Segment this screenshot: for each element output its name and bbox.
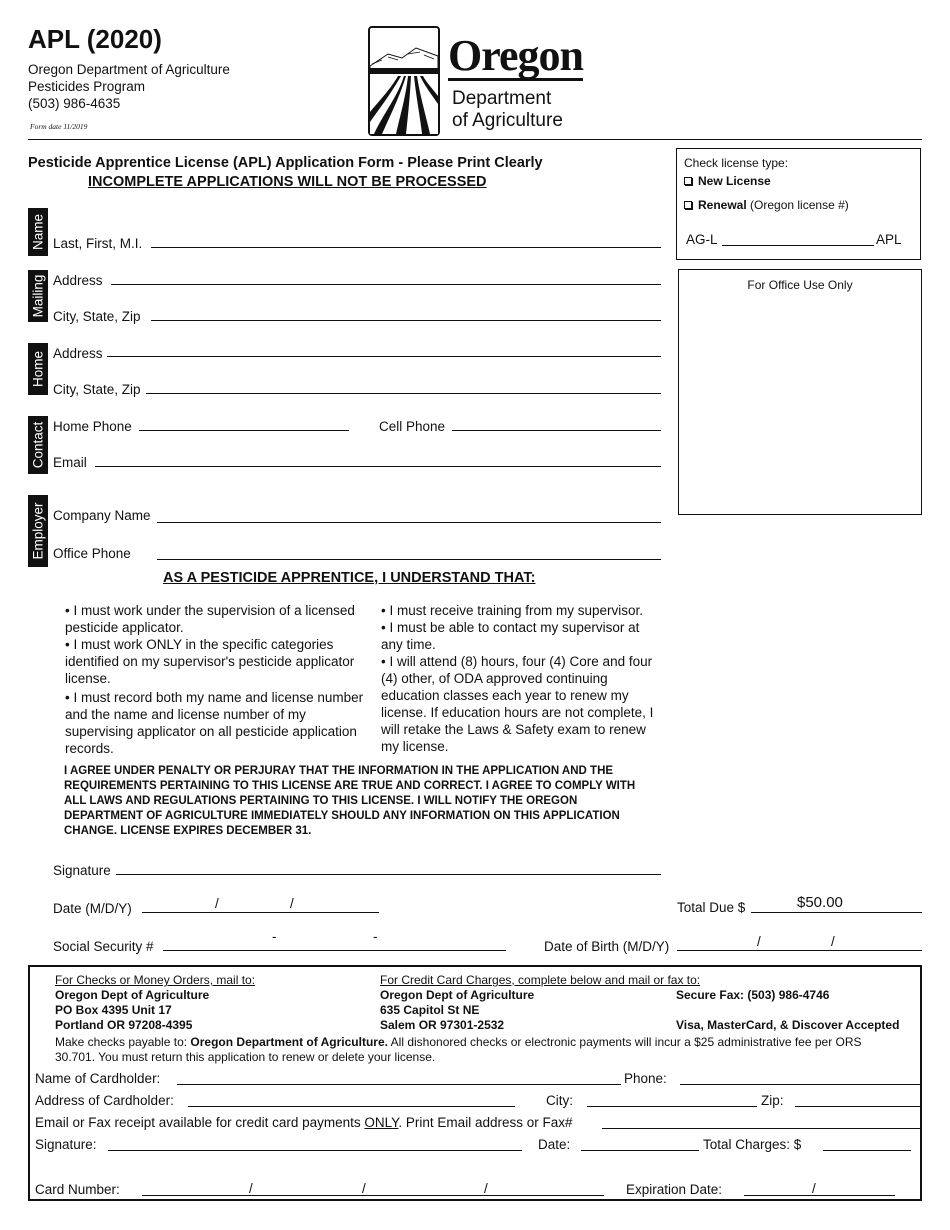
office-phone-label: Office Phone <box>53 546 131 561</box>
section-tab-employer: Employer <box>28 495 48 567</box>
understand-right-item: • I will attend (8) hours, four (4) Core and four (4) other, of ODA approved continuing education classes each year to renew my license. If education hours are not complete, I will retake the Laws & Safety exam to renew my license. <box>381 654 654 754</box>
home-phone-label: Home Phone <box>53 419 132 434</box>
renewal-label: Renewal <box>698 198 747 212</box>
agency-name: Oregon Department of Agriculture <box>28 62 230 77</box>
cc-address-1: Oregon Dept of Agriculture <box>380 988 535 1002</box>
license-type-box <box>676 148 921 260</box>
company-name-field[interactable] <box>157 522 661 523</box>
new-license-option[interactable] <box>684 174 771 188</box>
understand-right-list <box>381 602 661 755</box>
total-due-value: $50.00 <box>797 894 843 911</box>
date-slash: / <box>215 896 219 911</box>
card-number-slash: / <box>362 1181 366 1196</box>
license-type-heading: Check license type: <box>684 156 789 170</box>
logo-emblem-icon <box>368 26 440 136</box>
dob-slash: / <box>757 934 761 949</box>
cardholder-address-label: Address of Cardholder: <box>35 1093 174 1108</box>
new-license-label: New License <box>698 174 771 188</box>
section-tab-name: Name <box>28 208 48 256</box>
ssn-dash: - <box>373 929 378 944</box>
form-title: Pesticide Apprentice License (APL) Application Form - Please Print Clearly <box>28 155 543 171</box>
mailing-city-label: City, State, Zip <box>53 309 141 324</box>
total-due-label: Total Due $ <box>677 900 746 915</box>
license-prefix: AG-L <box>686 232 718 247</box>
mailing-address-field[interactable] <box>111 284 661 285</box>
check-address-2: PO Box 4395 Unit 17 <box>55 1003 172 1017</box>
program-phone: (503) 986-4635 <box>28 96 121 111</box>
receipt-field[interactable] <box>602 1128 920 1129</box>
section-tab-contact: Contact <box>28 416 48 474</box>
form-code: APL (2020) <box>28 24 162 54</box>
name-field[interactable] <box>151 247 661 248</box>
home-phone-field[interactable] <box>139 430 349 431</box>
card-signature-label: Signature: <box>35 1137 97 1152</box>
card-date-label: Date: <box>538 1137 571 1152</box>
total-due-field <box>751 912 922 913</box>
understand-left-list <box>65 602 371 757</box>
logo-line-2: of Agriculture <box>452 110 563 131</box>
cardholder-name-label: Name of Cardholder: <box>35 1071 161 1086</box>
cell-phone-label: Cell Phone <box>379 419 446 434</box>
name-label: Last, First, M.I. <box>53 236 143 251</box>
ssn-dash: - <box>272 929 277 944</box>
cardholder-phone-label: Phone: <box>624 1071 667 1086</box>
dob-label: Date of Birth (M/D/Y) <box>544 939 670 954</box>
cardholder-zip-field[interactable] <box>795 1106 920 1107</box>
cardholder-name-field[interactable] <box>177 1084 621 1085</box>
cardholder-address-field[interactable] <box>188 1106 515 1107</box>
home-address-label: Address <box>53 346 103 361</box>
cardholder-city-label: City: <box>546 1093 573 1108</box>
license-suffix: APL <box>876 232 902 247</box>
section-tab-home: Home <box>28 343 48 395</box>
expiration-slash: / <box>812 1181 816 1196</box>
logo-line-1: Department <box>452 88 552 109</box>
payment-box <box>28 965 922 1201</box>
card-number-field[interactable] <box>142 1195 604 1196</box>
cc-address-3: Salem OR 97301-2532 <box>380 1018 505 1032</box>
home-city-field[interactable] <box>146 393 661 394</box>
dob-field[interactable] <box>677 950 922 951</box>
understand-left-item: • I must record both my name and license number and the name and license number of my supervising applicator on all pesticide application records. <box>65 690 364 756</box>
home-address-field[interactable] <box>107 356 661 357</box>
office-use-box <box>678 269 922 515</box>
cardholder-city-field[interactable] <box>587 1106 757 1107</box>
signature-field[interactable] <box>116 874 661 875</box>
date-slash: / <box>290 896 294 911</box>
incomplete-warning: INCOMPLETE APPLICATIONS WILL NOT BE PROCESSED <box>88 174 487 190</box>
card-date-field[interactable] <box>581 1150 699 1151</box>
renewal-note: (Oregon license #) <box>750 198 849 212</box>
date-label: Date (M/D/Y) <box>53 901 132 916</box>
expiration-label: Expiration Date: <box>626 1182 723 1197</box>
office-phone-field[interactable] <box>157 559 661 560</box>
program-name: Pesticides Program <box>28 79 146 94</box>
renewal-option[interactable] <box>684 198 849 212</box>
license-number-field[interactable] <box>722 245 874 246</box>
card-number-label: Card Number: <box>35 1182 120 1197</box>
cc-address-2: 635 Capitol St NE <box>380 1003 480 1017</box>
mailing-address-label: Address <box>53 273 103 288</box>
agreement-statement: I AGREE UNDER PENALTY OR PERJURAY THAT THE INFORMATION IN THE APPLICATION AND THE REQUIREMENTS PERTAINING TO THIS LICENSE ARE TRUE AND CORRECT. I AGREE TO COMPLY WITH ALL LAWS AND REGULATIONS PERTAINING TO THIS LICENSE. I WILL NOTIFY THE OREGON DEPARTMENT OF AGRICULTURE IMMEDIATELY SHOULD ANY INFORMATION ON THIS APPLICATION CHANGE. LICENSE EXPIRES DECEMBER 31. <box>64 765 636 837</box>
signature-label: Signature <box>53 863 111 878</box>
total-charges-field[interactable] <box>823 1150 911 1151</box>
understand-right-item: • I must receive training from my supervisor. <box>381 603 644 618</box>
section-tab-mailing: Mailing <box>28 270 48 322</box>
card-number-slash: / <box>249 1181 253 1196</box>
understand-right-item: • I must be able to contact my supervisor at any time. <box>381 620 640 652</box>
card-number-slash: / <box>484 1181 488 1196</box>
form-date: Form date 11/2019 <box>30 122 88 131</box>
oda-logo <box>368 26 590 138</box>
logo-wordmark: Oregon <box>448 31 583 80</box>
office-use-label: For Office Use Only <box>747 278 853 292</box>
home-city-label: City, State, Zip <box>53 382 141 397</box>
cards-accepted: Visa, MasterCard, & Discover Accepted <box>676 1018 900 1032</box>
dob-slash: / <box>831 934 835 949</box>
cell-phone-field[interactable] <box>452 430 661 431</box>
receipt-label: Email or Fax receipt available for credit card payments ONLY. Print Email address or Fax# <box>35 1115 573 1130</box>
check-address-1: Oregon Dept of Agriculture <box>55 988 210 1002</box>
date-field[interactable] <box>142 912 379 913</box>
payable-note: Make checks payable to: Oregon Department of Agriculture. All dishonored checks or electronic payments will incur a $25 administrative fee per ORS 30.701. You must return this application to renew or delete your license. <box>55 1035 862 1064</box>
new-license-checkbox[interactable] <box>684 177 692 185</box>
renewal-checkbox[interactable] <box>684 201 692 209</box>
expiration-field[interactable] <box>744 1195 895 1196</box>
understand-left-item: • I must work ONLY in the specific categories identified on my supervisor's pesticide applicator license. <box>65 637 355 686</box>
check-address-3: Portland OR 97208-4395 <box>55 1018 193 1032</box>
cardholder-phone-field[interactable] <box>680 1084 920 1085</box>
ssn-label: Social Security # <box>53 939 154 954</box>
cardholder-zip-label: Zip: <box>761 1093 784 1108</box>
mailing-city-field[interactable] <box>151 320 661 321</box>
understand-heading: AS A PESTICIDE APPRENTICE, I UNDERSTAND THAT: <box>163 570 536 586</box>
understand-left-item: • I must work under the supervision of a licensed pesticide applicator. <box>65 603 355 635</box>
total-charges-label: Total Charges: $ <box>703 1137 802 1152</box>
header-divider <box>28 139 922 140</box>
cc-heading: For Credit Card Charges, complete below and mail or fax to: <box>380 973 701 987</box>
check-heading: For Checks or Money Orders, mail to: <box>55 973 256 987</box>
email-label: Email <box>53 455 87 470</box>
company-name-label: Company Name <box>53 508 151 523</box>
secure-fax: Secure Fax: (503) 986-4746 <box>676 988 830 1002</box>
card-signature-field[interactable] <box>108 1150 522 1151</box>
email-field[interactable] <box>95 466 661 467</box>
ssn-field[interactable] <box>163 950 506 951</box>
